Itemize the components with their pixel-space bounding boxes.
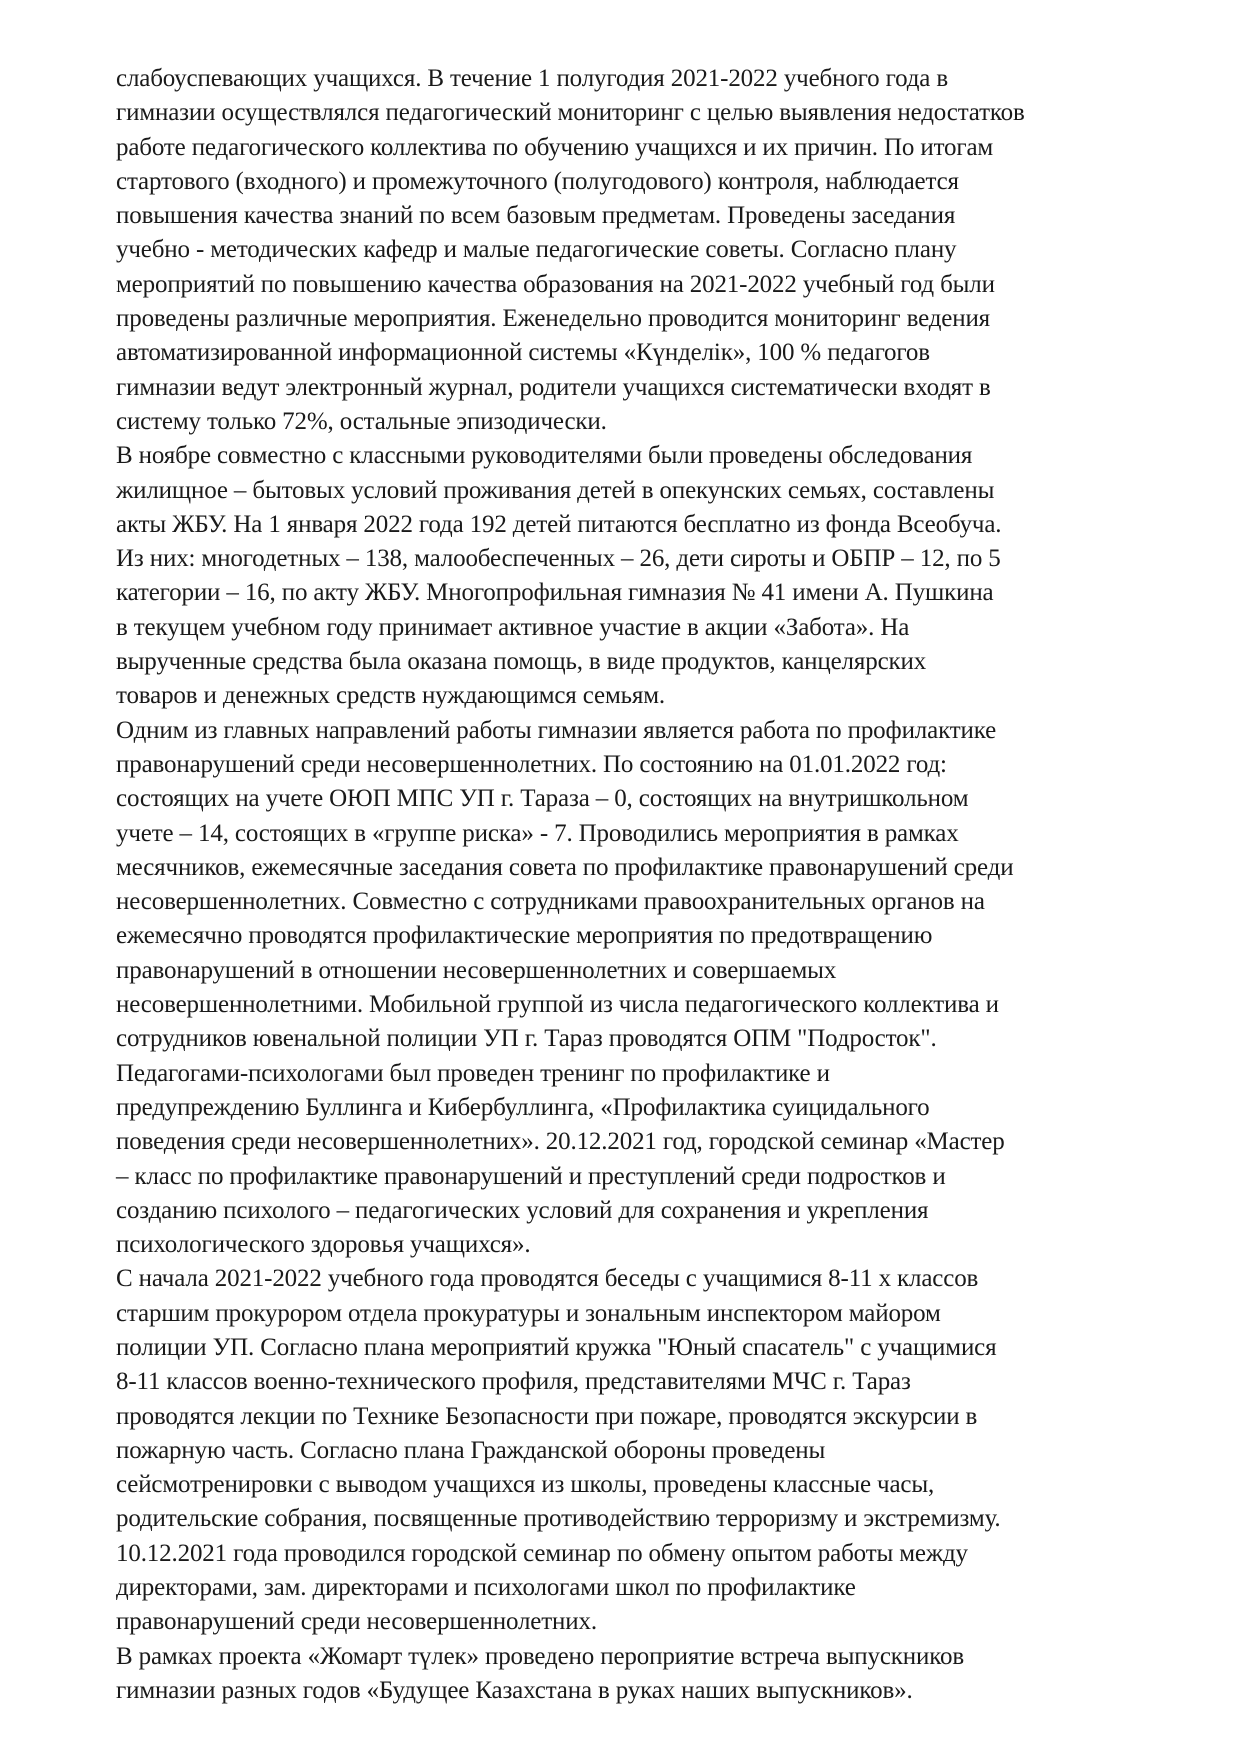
text-line: родительские собрания, посвященные противодействию терроризму и экстремизму. — [116, 1505, 1001, 1533]
text-line: – класс по профилактике правонарушений и преступлений среди подростков и — [116, 1162, 946, 1190]
text-line: Одним из главных направлений работы гимназии является работа по профилактике — [116, 716, 997, 744]
text-line: Из них: многодетных – 138, малообеспеченных – 26, дети сироты и ОБПР – 12, по 5 — [116, 545, 1001, 573]
text-line: сотрудников ювенальной полиции УП г. Тараз проводятся ОПМ "Подросток". — [116, 1025, 937, 1053]
text-line: несовершеннолетними. Мобильной группой из числа педагогического коллектива и — [116, 991, 999, 1019]
text-line: В рамках проекта «Жомарт түлек» проведено пероприятие встреча выпускников — [116, 1642, 964, 1670]
text-line: учете – 14, состоящих в «группе риска» - 7. Проводились мероприятия в рамках — [116, 819, 959, 847]
text-line: ежемесячно проводятся профилактические мероприятия по предотвращению — [116, 922, 933, 950]
text-line: состоящих на учете ОЮП МПС УП г. Тараза – 0, состоящих на внутришкольном — [116, 785, 969, 813]
text-line: правонарушений среди несовершеннолетних. — [116, 1608, 597, 1636]
text-line: учебно - методических кафедр и малые педагогические советы. Согласно плану — [116, 236, 957, 264]
text-line: психологического здоровья учащихся». — [116, 1231, 531, 1259]
text-line: сейсмотренировки с выводом учащихся из школы, проведены классные часы, — [116, 1471, 935, 1499]
text-line: категории – 16, по акту ЖБУ. Многопрофильная гимназия № 41 имени А. Пушкина — [116, 579, 994, 607]
document-body-text — [116, 62, 1196, 1708]
text-line: пожарную часть. Согласно плана Гражданской обороны проведены — [116, 1436, 826, 1464]
text-line: 10.12.2021 года проводился городской семинар по обмену опытом работы между — [116, 1539, 968, 1567]
text-line: поведения среди несовершеннолетних». 20.12.2021 год, городской семинар «Мастер — [116, 1128, 1005, 1156]
text-line: гимназии разных годов «Будущее Казахстана в руках наших выпускников». — [116, 1676, 913, 1704]
text-line: акты ЖБУ. На 1 января 2022 года 192 детей питаются бесплатно из фонда Всеобуча. — [116, 510, 1002, 538]
text-line: работе педагогического коллектива по обучению учащихся и их причин. По итогам — [116, 133, 994, 161]
text-line: несовершеннолетних. Совместно с сотрудниками правоохранительных органов на — [116, 888, 985, 916]
text-line: 8-11 классов военно-технического профиля, представителями МЧС г. Тараз — [116, 1368, 911, 1396]
text-line: проводятся лекции по Технике Безопасности при пожаре, проводятся экскурсии в — [116, 1402, 978, 1430]
text-line: систему только 72%, остальные эпизодически. — [116, 407, 607, 435]
text-line: С начала 2021-2022 учебного года проводятся беседы с учащимися 8-11 х классов — [116, 1265, 979, 1293]
text-line: старшим прокурором отдела прокуратуры и зональным инспектором майором — [116, 1299, 941, 1327]
text-line: правонарушений среди несовершеннолетних. По состоянию на 01.01.2022 год: — [116, 750, 947, 778]
text-line: стартового (входного) и промежуточного (полугодового) контроля, наблюдается — [116, 167, 959, 195]
text-line: повышения качества знаний по всем базовым предметам. Проведены заседания — [116, 202, 956, 230]
text-line: Педагогами-психологами был проведен тренинг по профилактике и — [116, 1059, 830, 1087]
text-line: мероприятий по повышению качества образования на 2021-2022 учебный год были — [116, 270, 995, 298]
text-line: жилищное – бытовых условий проживания детей в опекунских семьях, составлены — [116, 476, 995, 504]
text-line: проведены различные мероприятия. Еженедельно проводится мониторинг ведения — [116, 305, 991, 333]
text-line: созданию психолого – педагогических условий для сохранения и укрепления — [116, 1196, 929, 1224]
text-line: месячников, ежемесячные заседания совета по профилактике правонарушений среди — [116, 853, 1014, 881]
text-line: в текущем учебном году принимает активное участие в акции «Забота». На — [116, 613, 910, 641]
text-line: автоматизированной информационной системы «Күнделік», 100 % педагогов — [116, 339, 930, 367]
text-line: В ноябре совместно с классными руководителями были проведены обследования — [116, 442, 973, 470]
text-line: гимназии ведут электронный журнал, родители учащихся систематически входят в — [116, 373, 991, 401]
text-line: предупреждению Буллинга и Кибербуллинга, «Профилактика суицидального — [116, 1093, 930, 1121]
text-line: слабоуспевающих учащихся. В течение 1 полугодия 2021-2022 учебного года в — [116, 65, 948, 92]
text-line: полиции УП. Согласно плана мероприятий кружка "Юный спасатель" с учащимися — [116, 1333, 997, 1361]
text-line: директорами, зам. директорами и психологами школ по профилактике — [116, 1574, 856, 1602]
text-line: правонарушений в отношении несовершеннолетних и совершаемых — [116, 956, 837, 984]
text-line: товаров и денежных средств нуждающимся семьям. — [116, 682, 665, 710]
text-line: вырученные средства была оказана помощь, в виде продуктов, канцелярских — [116, 648, 927, 676]
text-line: гимназии осуществлялся педагогический мониторинг с целью выявления недостатков — [116, 99, 1025, 127]
